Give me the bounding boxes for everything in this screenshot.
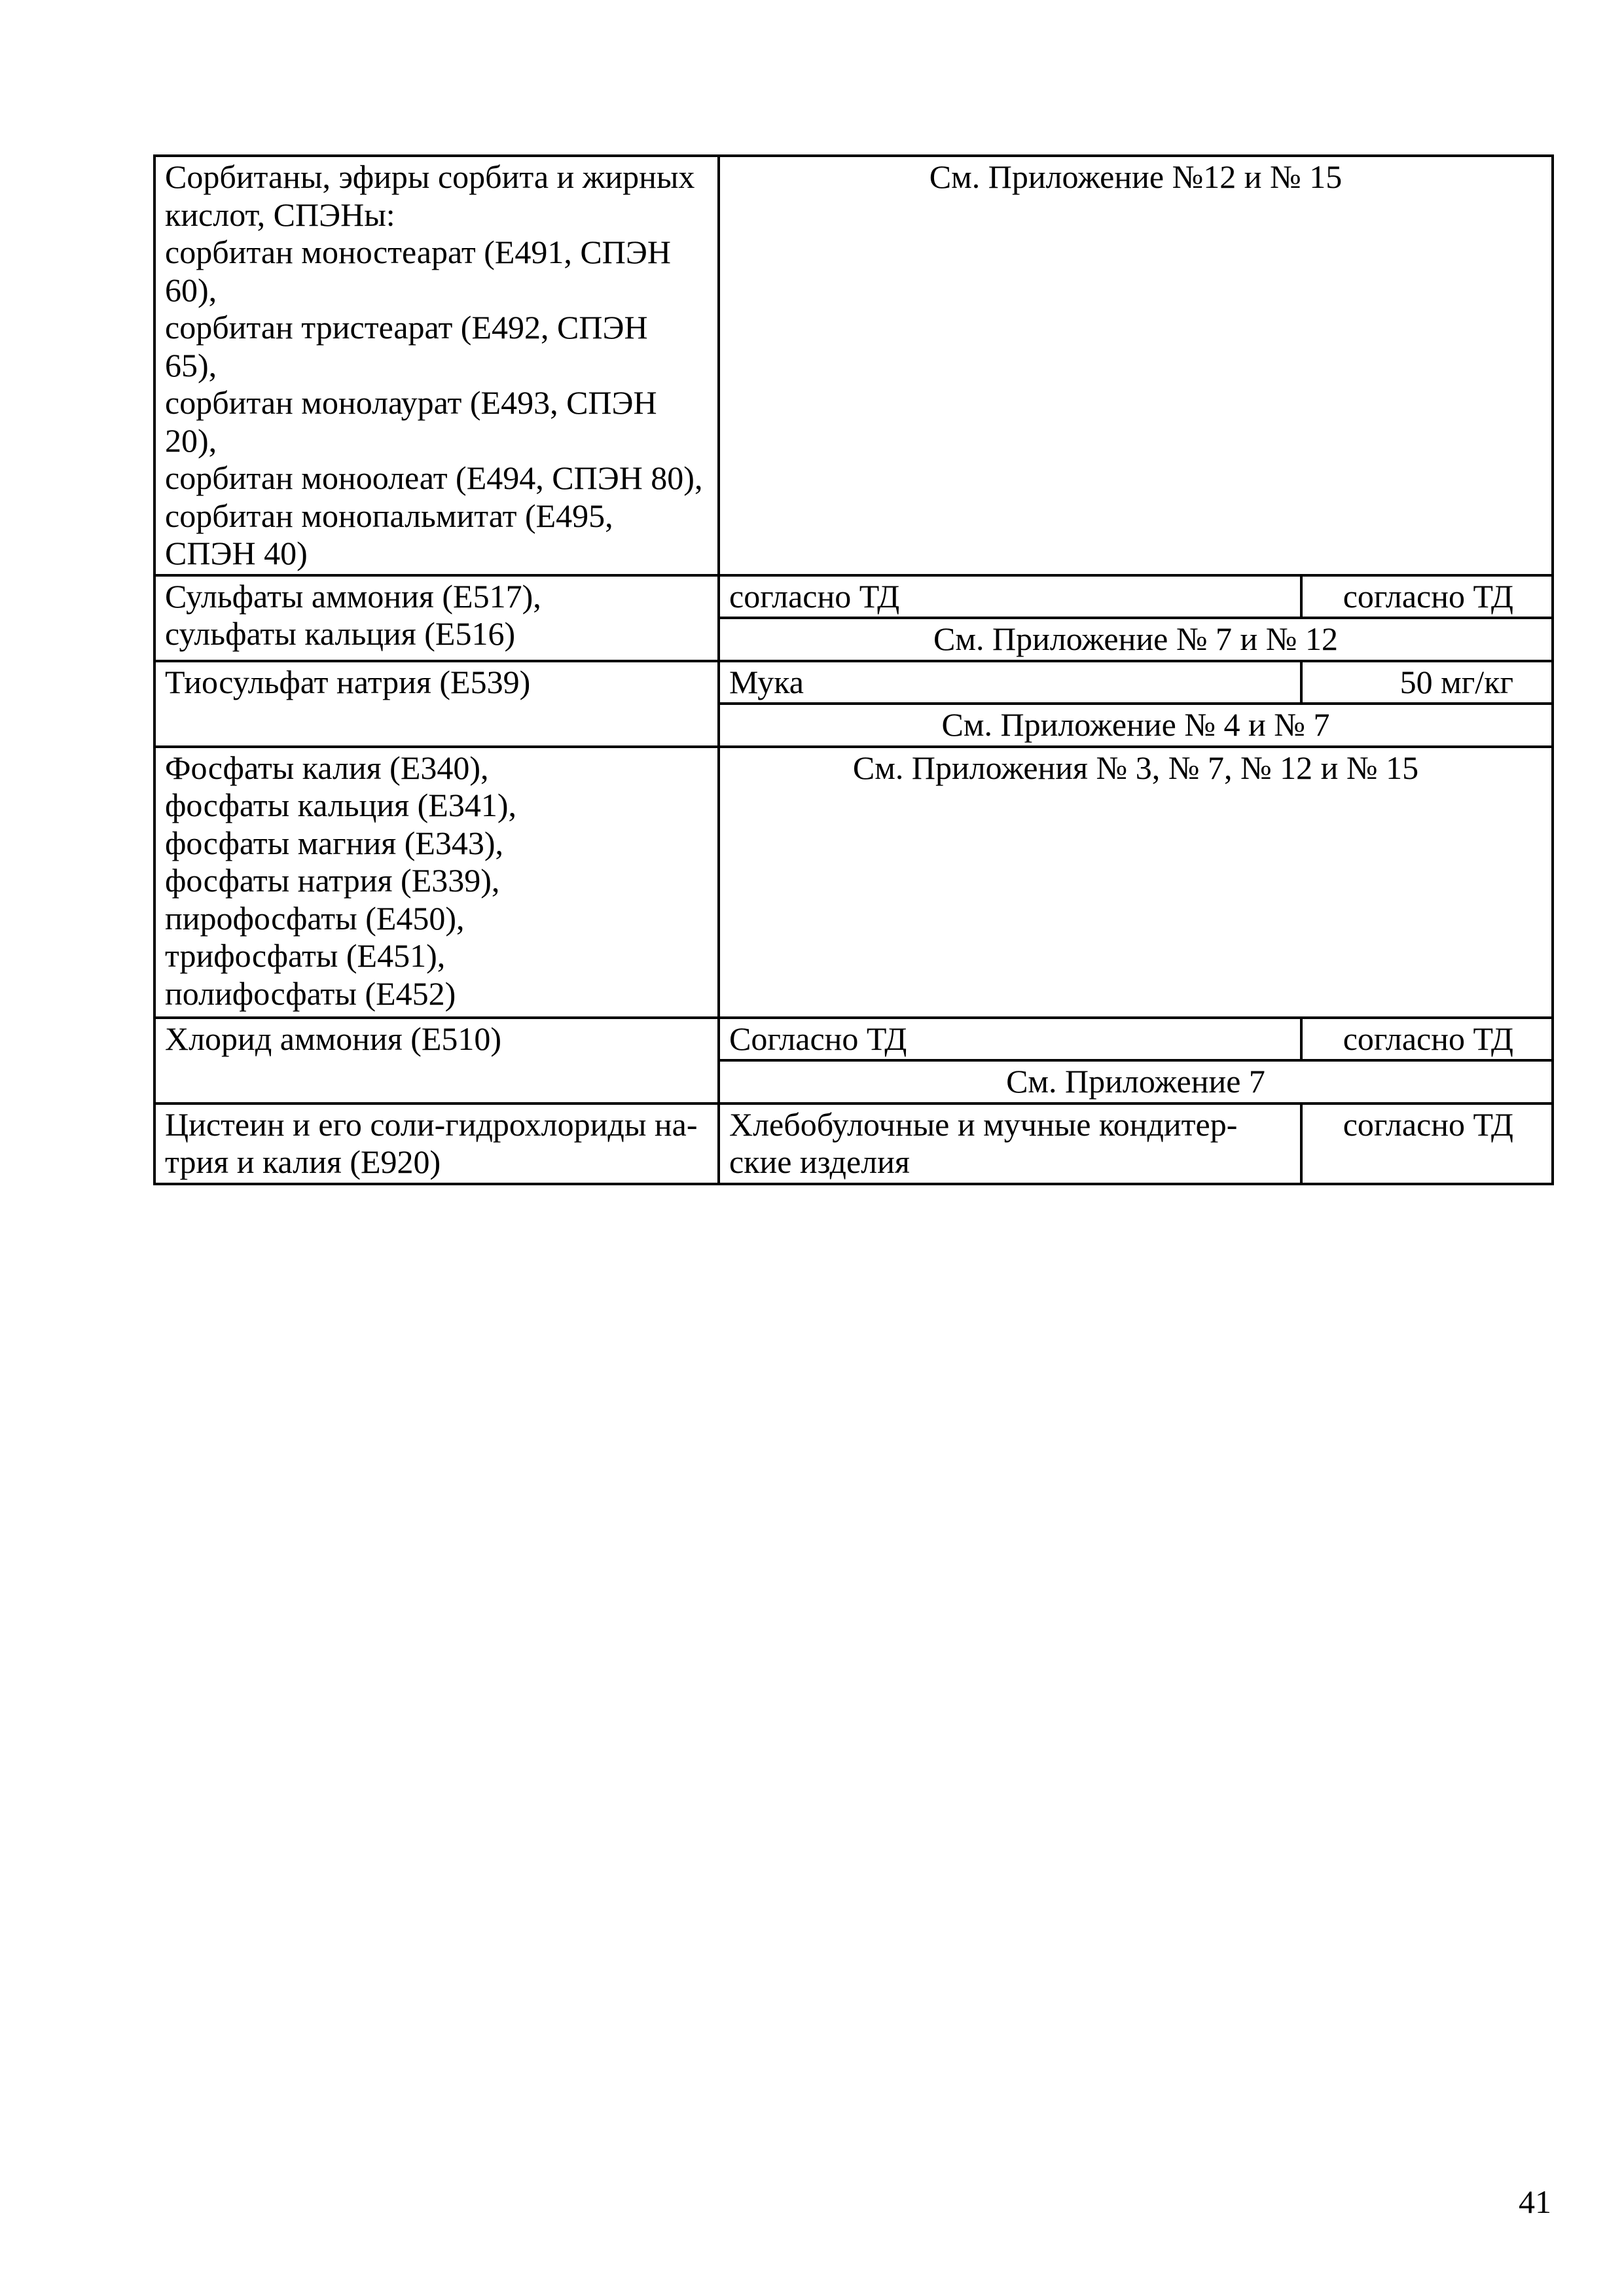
table-row [154, 747, 1553, 1018]
product-line: Хлебобулочные и мучные кондитер- [729, 1105, 1238, 1143]
substance-line: кислот, СПЭНы: [165, 196, 395, 233]
substance-line: Фосфаты калия (Е340), [165, 749, 489, 786]
level-cell: согласно ТД [1301, 1103, 1553, 1184]
substance-line: фосфаты натрия (Е339), [165, 862, 500, 899]
substance-cell [154, 1103, 719, 1184]
substance-line: сорбитан тристеарат (Е492, СПЭН [165, 309, 648, 346]
table-row [154, 156, 1553, 575]
substance-line: трифосфаты (Е451), [165, 937, 446, 974]
substance-cell [154, 1018, 719, 1103]
level-cell: 50 мг/кг [1301, 661, 1553, 704]
substance-line: СПЭН 40) [165, 535, 308, 571]
level-cell: согласно ТД [1301, 1018, 1553, 1061]
substance-line: Хлорид аммония (Е510) [165, 1020, 502, 1057]
additives-table [153, 154, 1554, 1185]
substance-cell [154, 575, 719, 661]
substance-line: полифосфаты (Е452) [165, 975, 456, 1012]
substance-line: фосфаты магния (Е343), [165, 824, 504, 861]
substance-line: 60), [165, 271, 217, 308]
product-cell: согласно ТД [719, 575, 1301, 619]
substance-line: Сорбитаны, эфиры сорбита и жирных [165, 158, 695, 195]
substance-line: сорбитан моноолеат (Е494, СПЭН 80), [165, 459, 703, 496]
substance-line: Сульфаты аммония (Е517), [165, 577, 541, 615]
reference-cell: См. Приложение 7 [719, 1060, 1553, 1103]
product-line: ские изделия [729, 1143, 910, 1180]
substance-line: Цистеин и его соли-гидрохлориды на- [165, 1105, 698, 1143]
substance-line: 65), [165, 346, 217, 384]
substance-line: сорбитан моностеарат (Е491, СПЭН [165, 234, 671, 270]
substance-cell [154, 661, 719, 747]
product-cell: Согласно ТД [719, 1018, 1301, 1061]
substance-line: пирофосфаты (Е450), [165, 899, 465, 937]
substance-line: сорбитан монопальмитат (Е495, [165, 497, 613, 534]
substance-line: фосфаты кальция (Е341), [165, 787, 516, 823]
page-number: 41 [1519, 2183, 1551, 2220]
reference-cell: См. Приложение №12 и № 15 [719, 156, 1553, 575]
substance-line: Тиосульфат натрия (Е539) [165, 663, 531, 700]
substance-line: сульфаты кальция (Е516) [165, 615, 516, 652]
product-cell [719, 1103, 1301, 1184]
substance-cell [154, 156, 719, 575]
product-cell: Мука [719, 661, 1301, 704]
substance-line: 20), [165, 422, 217, 459]
reference-cell: См. Приложения № 3, № 7, № 12 и № 15 [719, 747, 1553, 1018]
table-row [154, 661, 1553, 704]
reference-cell: См. Приложение № 4 и № 7 [719, 704, 1553, 747]
reference-cell: См. Приложение № 7 и № 12 [719, 618, 1553, 661]
substance-cell [154, 747, 719, 1018]
level-cell: согласно ТД [1301, 575, 1553, 619]
substance-line: сорбитан монолаурат (Е493, СПЭН [165, 384, 657, 421]
table-row [154, 575, 1553, 619]
table-row [154, 1018, 1553, 1061]
substance-line: трия и калия (Е920) [165, 1143, 441, 1180]
table-row [154, 1103, 1553, 1184]
